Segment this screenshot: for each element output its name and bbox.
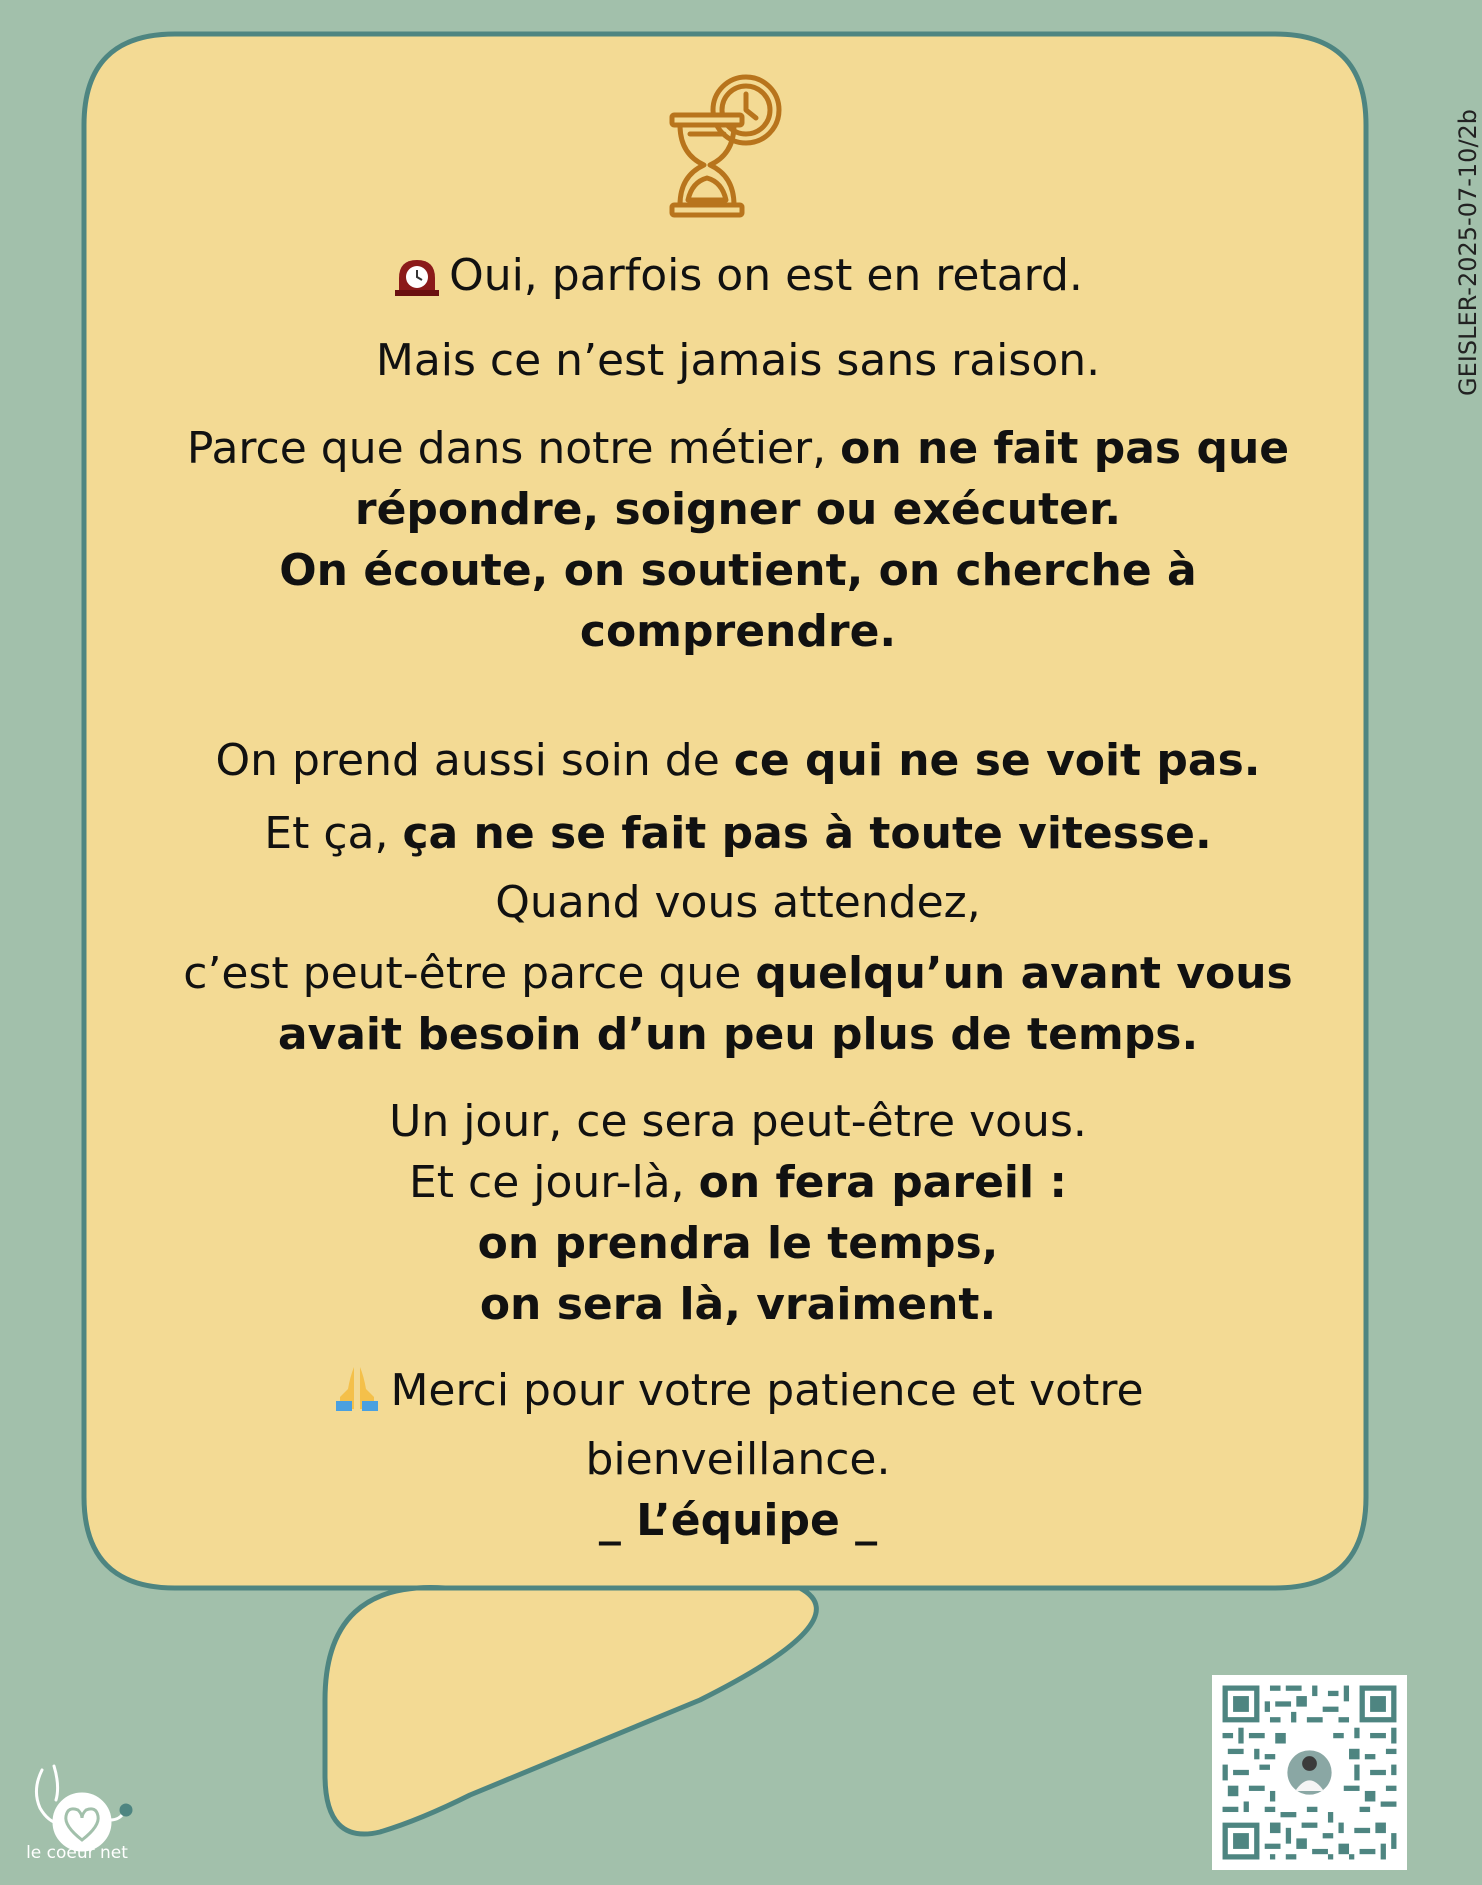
- message-line: [140, 735, 1336, 786]
- line-text: On prend aussi soin de: [215, 735, 734, 786]
- message-line: Mais ce n’est jamais sans raison.: [375, 335, 1101, 386]
- message-line: [140, 808, 1336, 859]
- message-line: avait besoin d’un peu plus de temps.: [277, 1009, 1199, 1060]
- hourglass-clock-icon: [668, 74, 788, 220]
- message-line: répondre, soigner ou exécuter.: [354, 484, 1122, 535]
- message-line: comprendre.: [579, 606, 897, 657]
- message-line: bienveillance.: [585, 1434, 891, 1485]
- line-text: c’est peut-être parce que: [183, 948, 756, 999]
- line-intro: Oui, parfois on est en retard.: [449, 250, 1083, 301]
- line-text: Parce que dans notre métier,: [186, 423, 841, 474]
- message-line: [140, 1157, 1336, 1208]
- message-line: Un jour, ce sera peut-être vous.: [389, 1096, 1087, 1147]
- message-line: on prendra le temps,: [477, 1218, 999, 1269]
- praying-hands-emoji: [332, 1363, 382, 1411]
- document-code-text: GEISLER-2025-07-10/2b: [1454, 108, 1482, 396]
- line-bold: quelqu’un avant vous: [755, 948, 1293, 999]
- qr-code[interactable]: [1212, 1675, 1407, 1870]
- line-text: Et ça,: [264, 808, 403, 859]
- message-line: on sera là, vraiment.: [479, 1279, 997, 1330]
- message-line: Quand vous attendez,: [495, 877, 981, 928]
- message-line: [140, 250, 1336, 301]
- line-bold: on fera pareil :: [698, 1157, 1067, 1208]
- line-text: Et ce jour-là,: [408, 1157, 699, 1208]
- line-bold: ça ne se fait pas à toute vitesse.: [402, 808, 1212, 859]
- mantel-clock-emoji: [393, 256, 441, 296]
- line-bold: on ne fait pas que: [840, 423, 1290, 474]
- message-line: [140, 1363, 1336, 1416]
- signature: _ L’équipe _: [598, 1495, 878, 1546]
- message-line: On écoute, on soutient, on cherche à: [279, 545, 1197, 596]
- logo-text: le coeur net: [26, 1843, 128, 1863]
- message-line: [140, 948, 1336, 999]
- line-bold: ce qui ne se voit pas.: [733, 735, 1261, 786]
- message-line: [140, 423, 1336, 474]
- line-text: Merci pour votre patience et votre: [390, 1365, 1144, 1416]
